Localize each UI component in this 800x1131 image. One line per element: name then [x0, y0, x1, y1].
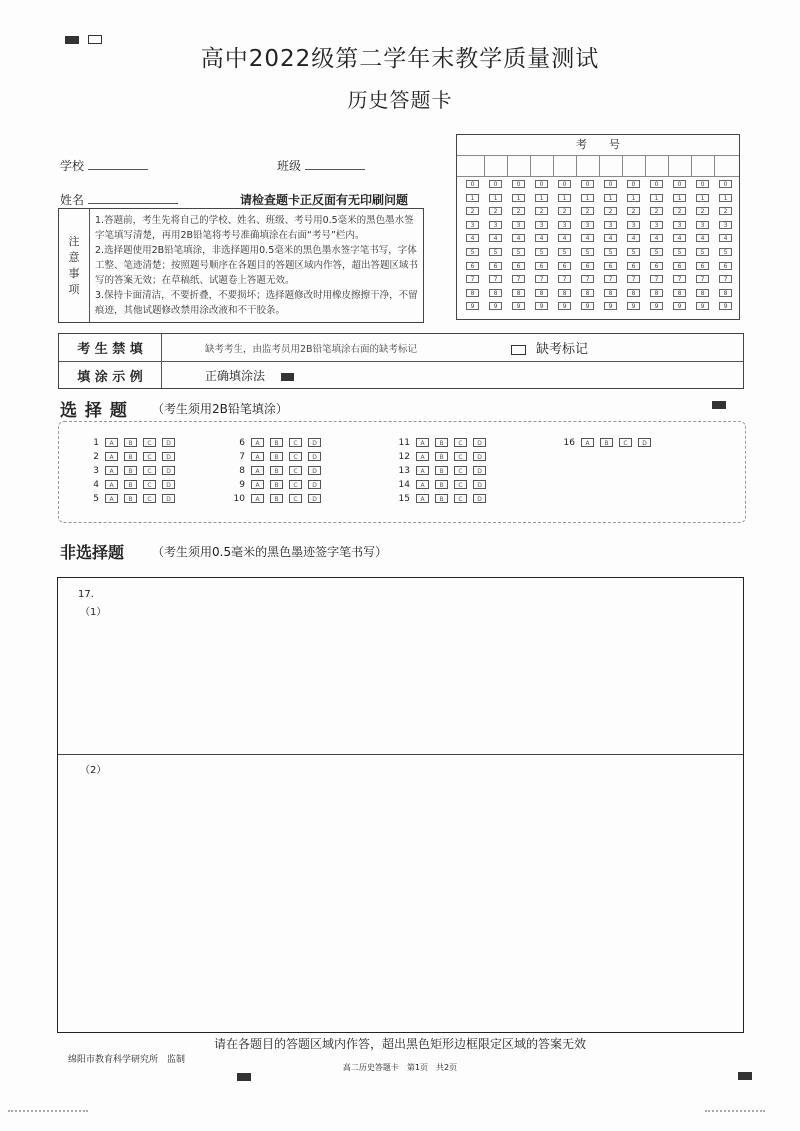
- choice-bubble-d[interactable]: D: [308, 452, 321, 461]
- exam-digit-bubble[interactable]: 7: [558, 275, 571, 283]
- exam-digit-bubble[interactable]: 0: [466, 180, 479, 188]
- exam-number-column-divider: [530, 155, 531, 176]
- exam-digit-bubble[interactable]: 1: [673, 194, 686, 202]
- exam-digit-bubble[interactable]: 0: [489, 180, 502, 188]
- exam-digit-bubble[interactable]: 0: [719, 180, 732, 188]
- exam-digit-bubble[interactable]: 2: [581, 207, 594, 215]
- choice-bubble-a[interactable]: A: [105, 480, 118, 489]
- class-label: 班级: [277, 159, 302, 173]
- choice-bubble-d[interactable]: D: [162, 452, 175, 461]
- question-number: 6: [239, 438, 245, 448]
- exam-digit-bubble[interactable]: 4: [558, 234, 571, 242]
- choice-bubble-d[interactable]: D: [308, 480, 321, 489]
- registration-mark-bottom-right: [738, 1072, 752, 1080]
- choice-bubble-a[interactable]: A: [251, 466, 264, 475]
- choice-bubble-c[interactable]: C: [454, 452, 467, 461]
- exam-digit-bubble[interactable]: 2: [466, 207, 479, 215]
- choice-bubble-a[interactable]: A: [416, 452, 429, 461]
- exam-digit-bubble[interactable]: 7: [604, 275, 617, 283]
- choice-bubble-d[interactable]: D: [308, 494, 321, 503]
- exam-digit-bubble[interactable]: 2: [558, 207, 571, 215]
- exam-digit-bubble[interactable]: 7: [466, 275, 479, 283]
- question-number: 11: [398, 438, 410, 448]
- exam-digit-bubble[interactable]: 3: [627, 221, 640, 229]
- choice-question-row: [83, 450, 181, 464]
- exam-digit-bubble[interactable]: 9: [512, 302, 525, 310]
- exam-digit-bubble[interactable]: 2: [673, 207, 686, 215]
- exam-digit-bubble[interactable]: 8: [673, 289, 686, 297]
- exam-digit-bubble[interactable]: 0: [673, 180, 686, 188]
- exam-digit-bubble[interactable]: 5: [581, 248, 594, 256]
- choice-area[interactable]: [58, 421, 746, 523]
- absent-mark-label: 缺考标记: [536, 342, 589, 357]
- choice-bubble-b[interactable]: B: [124, 438, 137, 447]
- question-number: 13: [398, 466, 410, 476]
- exam-digit-bubble[interactable]: 8: [512, 289, 525, 297]
- name-field[interactable]: [60, 191, 178, 208]
- exam-digit-bubble[interactable]: 9: [535, 302, 548, 310]
- exam-digit-bubble[interactable]: 7: [627, 275, 640, 283]
- exam-digit-bubble[interactable]: 4: [719, 234, 732, 242]
- choice-question-row: [394, 436, 492, 450]
- choice-bubble-b[interactable]: B: [600, 438, 613, 447]
- exam-digit-bubble[interactable]: 3: [581, 221, 594, 229]
- exam-number-column-divider: [484, 155, 485, 176]
- exam-digit-bubble[interactable]: 3: [719, 221, 732, 229]
- exam-digit-bubble[interactable]: 0: [604, 180, 617, 188]
- exam-digit-bubble[interactable]: 5: [627, 248, 640, 256]
- exam-digit-bubble[interactable]: 6: [673, 262, 686, 270]
- exam-digit-bubble[interactable]: 4: [581, 234, 594, 242]
- registration-mark-choice: [712, 401, 726, 409]
- filled-bubble-sample: [281, 373, 294, 381]
- fill-example-text: 正确填涂法: [205, 369, 266, 383]
- part-2-label: （2）: [80, 765, 107, 776]
- exam-digit-bubble[interactable]: 1: [627, 194, 640, 202]
- choice-question-row: [394, 450, 492, 464]
- choice-bubble-a[interactable]: A: [251, 494, 264, 503]
- page-subtitle: 历史答题卡: [347, 88, 453, 112]
- exam-digit-bubble[interactable]: 4: [489, 234, 502, 242]
- exam-digit-bubble[interactable]: 4: [512, 234, 525, 242]
- exam-number-label: 考 号: [457, 135, 739, 156]
- exam-digit-bubble[interactable]: 7: [650, 275, 663, 283]
- choice-bubble-c[interactable]: C: [143, 494, 156, 503]
- question-number: 14: [398, 480, 410, 490]
- choice-bubble-d[interactable]: D: [638, 438, 651, 447]
- exam-digit-bubble[interactable]: 5: [719, 248, 732, 256]
- school-label: 学校: [60, 159, 85, 173]
- exam-number-column-divider: [622, 155, 623, 176]
- notes-box: [58, 208, 424, 323]
- question-number: 12: [398, 452, 410, 462]
- exam-digit-bubble[interactable]: 3: [696, 221, 709, 229]
- exam-digit-bubble[interactable]: 6: [696, 262, 709, 270]
- choice-bubble-c[interactable]: C: [454, 438, 467, 447]
- choice-bubble-c[interactable]: C: [454, 494, 467, 503]
- choice-bubble-a[interactable]: A: [105, 452, 118, 461]
- choice-bubble-a[interactable]: A: [105, 494, 118, 503]
- notes-label: 注 意 事 项: [59, 209, 90, 322]
- choice-bubble-d[interactable]: D: [162, 438, 175, 447]
- absent-section: [58, 333, 744, 389]
- exam-digit-bubble[interactable]: 5: [673, 248, 686, 256]
- question-number: 2: [93, 452, 99, 462]
- choice-bubble-d[interactable]: D: [162, 480, 175, 489]
- exam-digit-bubble[interactable]: 6: [512, 262, 525, 270]
- exam-digit-bubble[interactable]: 1: [696, 194, 709, 202]
- exam-digit-bubble[interactable]: 1: [581, 194, 594, 202]
- exam-digit-bubble[interactable]: 7: [673, 275, 686, 283]
- question-number: 9: [239, 480, 245, 490]
- exam-digit-bubble[interactable]: 6: [581, 262, 594, 270]
- choice-bubble-a[interactable]: A: [416, 466, 429, 475]
- choice-bubble-b[interactable]: B: [435, 480, 448, 489]
- choice-bubble-a[interactable]: A: [416, 494, 429, 503]
- exam-digit-bubble[interactable]: 5: [604, 248, 617, 256]
- choice-bubble-c[interactable]: C: [143, 466, 156, 475]
- choice-question-row: [229, 436, 327, 450]
- exam-digit-bubble[interactable]: 1: [535, 194, 548, 202]
- fill-example: [205, 367, 294, 384]
- question-number: 8: [239, 466, 245, 476]
- exam-digit-bubble[interactable]: 6: [489, 262, 502, 270]
- choice-bubble-b[interactable]: B: [270, 438, 283, 447]
- choice-question-row: [83, 492, 181, 506]
- choice-bubble-b[interactable]: B: [270, 452, 283, 461]
- exam-digit-bubble[interactable]: 3: [535, 221, 548, 229]
- exam-digit-bubble[interactable]: 8: [627, 289, 640, 297]
- choice-bubble-b[interactable]: B: [124, 494, 137, 503]
- choice-bubble-d[interactable]: D: [473, 438, 486, 447]
- answer-area-1[interactable]: [58, 618, 743, 753]
- exam-digit-bubble[interactable]: 2: [650, 207, 663, 215]
- question-number: 7: [239, 452, 245, 462]
- choice-bubble-c[interactable]: C: [289, 466, 302, 475]
- choice-bubble-a[interactable]: A: [581, 438, 594, 447]
- exam-digit-bubble[interactable]: 0: [627, 180, 640, 188]
- exam-digit-bubble[interactable]: 0: [558, 180, 571, 188]
- exam-digit-bubble[interactable]: 0: [535, 180, 548, 188]
- exam-number-column-divider: [668, 155, 669, 176]
- exam-digit-bubble[interactable]: 2: [719, 207, 732, 215]
- choice-hint: （考生须用2B铅笔填涂）: [152, 402, 288, 416]
- exam-digit-bubble[interactable]: 1: [604, 194, 617, 202]
- question-number: 4: [93, 480, 99, 490]
- exam-number-grid[interactable]: [456, 134, 740, 320]
- exam-digit-bubble[interactable]: 4: [604, 234, 617, 242]
- choice-bubble-d[interactable]: D: [308, 466, 321, 475]
- exam-digit-bubble[interactable]: 9: [489, 302, 502, 310]
- part-1-label: （1）: [80, 607, 107, 618]
- exam-digit-bubble[interactable]: 3: [489, 221, 502, 229]
- registration-mark-bottom-left: [237, 1073, 251, 1081]
- choice-question-row: [394, 464, 492, 478]
- exam-digit-bubble[interactable]: 4: [466, 234, 479, 242]
- question-number: 15: [398, 494, 410, 504]
- exam-number-column-divider: [691, 155, 692, 176]
- exam-number-column-divider: [599, 155, 600, 176]
- exam-digit-bubble[interactable]: 9: [581, 302, 594, 310]
- choice-bubble-c[interactable]: C: [289, 480, 302, 489]
- question-number: 16: [563, 438, 575, 448]
- exam-digit-bubble[interactable]: 4: [627, 234, 640, 242]
- check-notice: 请检查题卡正反面有无印刷问题: [240, 193, 409, 207]
- choice-bubble-b[interactable]: B: [435, 452, 448, 461]
- choice-question-row: [229, 492, 327, 506]
- perforation-left: [8, 1110, 88, 1112]
- choice-bubble-b[interactable]: B: [435, 438, 448, 447]
- exam-digit-bubble[interactable]: 1: [558, 194, 571, 202]
- choice-bubble-b[interactable]: B: [270, 480, 283, 489]
- exam-digit-bubble[interactable]: 7: [696, 275, 709, 283]
- fill-example-label: 填 涂 示 例: [77, 370, 143, 385]
- exam-digit-bubble[interactable]: 2: [627, 207, 640, 215]
- choice-bubble-d[interactable]: D: [162, 466, 175, 475]
- exam-digit-bubble[interactable]: 3: [466, 221, 479, 229]
- choice-bubble-a[interactable]: A: [416, 480, 429, 489]
- exam-digit-bubble[interactable]: 4: [535, 234, 548, 242]
- exam-digit-bubble[interactable]: 9: [627, 302, 640, 310]
- exam-digit-bubble[interactable]: 3: [673, 221, 686, 229]
- exam-number-column-divider: [714, 155, 715, 176]
- exam-digit-bubble[interactable]: 9: [719, 302, 732, 310]
- choice-title: 选 择 题: [60, 401, 128, 421]
- choice-bubble-a[interactable]: A: [251, 452, 264, 461]
- question-number: 10: [233, 494, 245, 504]
- exam-digit-bubble[interactable]: 5: [466, 248, 479, 256]
- choice-bubble-b[interactable]: B: [435, 494, 448, 503]
- exam-digit-bubble[interactable]: 9: [466, 302, 479, 310]
- nonchoice-hint: （考生须用0.5毫米的黑色墨迹签字笔书写）: [152, 545, 388, 559]
- exam-digit-bubble[interactable]: 9: [696, 302, 709, 310]
- choice-bubble-a[interactable]: A: [105, 438, 118, 447]
- choice-question-row: [83, 436, 181, 450]
- exam-digit-bubble[interactable]: 3: [650, 221, 663, 229]
- choice-bubble-d[interactable]: D: [473, 452, 486, 461]
- choice-question-row: [83, 464, 181, 478]
- exam-digit-bubble[interactable]: 9: [558, 302, 571, 310]
- choice-bubble-b[interactable]: B: [435, 466, 448, 475]
- exam-digit-bubble[interactable]: 6: [558, 262, 571, 270]
- exam-digit-bubble[interactable]: 3: [512, 221, 525, 229]
- exam-digit-bubble[interactable]: 9: [604, 302, 617, 310]
- question-number: 5: [93, 494, 99, 504]
- exam-digit-bubble[interactable]: 6: [719, 262, 732, 270]
- choice-bubble-c[interactable]: C: [143, 480, 156, 489]
- exam-digit-bubble[interactable]: 2: [604, 207, 617, 215]
- exam-digit-bubble[interactable]: 6: [535, 262, 548, 270]
- exam-digit-bubble[interactable]: 8: [466, 289, 479, 297]
- exam-digit-bubble[interactable]: 5: [535, 248, 548, 256]
- nonchoice-title: 非选择题: [60, 543, 125, 562]
- exam-digit-bubble[interactable]: 7: [512, 275, 525, 283]
- exam-number-column-divider: [645, 155, 646, 176]
- footer-org: 绵阳市教育科学研究所 监制: [68, 1055, 186, 1065]
- exam-digit-bubble[interactable]: 8: [650, 289, 663, 297]
- exam-digit-bubble[interactable]: 5: [558, 248, 571, 256]
- choice-question-row: [394, 492, 492, 506]
- choice-bubble-b[interactable]: B: [270, 494, 283, 503]
- exam-digit-bubble[interactable]: 7: [581, 275, 594, 283]
- choice-bubble-c[interactable]: C: [619, 438, 632, 447]
- choice-bubble-a[interactable]: A: [251, 438, 264, 447]
- exam-digit-bubble[interactable]: 2: [535, 207, 548, 215]
- exam-digit-bubble[interactable]: 1: [466, 194, 479, 202]
- exam-digit-bubble[interactable]: 6: [627, 262, 640, 270]
- name-label: 姓名: [60, 193, 85, 207]
- exam-digit-bubble[interactable]: 2: [489, 207, 502, 215]
- choice-question-row: [229, 478, 327, 492]
- exam-digit-bubble[interactable]: 0: [696, 180, 709, 188]
- exam-number-column-divider: [507, 155, 508, 176]
- note-item: 2.选择题使用2B铅笔填涂，非选择题用0.5毫米的黑色墨水签字笔书写，字体工整、笔迹清楚；按照题号顺序在各题目的答题区域内作答，超出答题区域书写的答案无效；在草稿纸、试题卷上答题无效。: [95, 245, 419, 286]
- choice-bubble-a[interactable]: A: [416, 438, 429, 447]
- choice-bubble-d[interactable]: D: [473, 480, 486, 489]
- choice-question-row: [394, 478, 492, 492]
- exam-digit-bubble[interactable]: 8: [489, 289, 502, 297]
- exam-digit-bubble[interactable]: 0: [581, 180, 594, 188]
- exam-digit-bubble[interactable]: 2: [512, 207, 525, 215]
- answer-area-2[interactable]: [58, 776, 743, 1031]
- exam-digit-bubble[interactable]: 0: [650, 180, 663, 188]
- question-number: 3: [93, 466, 99, 476]
- exam-digit-bubble[interactable]: 8: [558, 289, 571, 297]
- choice-bubble-c[interactable]: C: [454, 480, 467, 489]
- perforation-right: [705, 1110, 765, 1112]
- school-field[interactable]: [60, 157, 148, 174]
- choice-bubble-d[interactable]: D: [162, 494, 175, 503]
- absent-mark[interactable]: [511, 338, 588, 357]
- exam-digit-bubble[interactable]: 5: [650, 248, 663, 256]
- exam-digit-bubble[interactable]: 4: [696, 234, 709, 242]
- exam-digit-bubble[interactable]: 3: [604, 221, 617, 229]
- exam-digit-bubble[interactable]: 4: [673, 234, 686, 242]
- choice-question-row: [229, 464, 327, 478]
- exam-digit-bubble[interactable]: 6: [650, 262, 663, 270]
- choice-bubble-d[interactable]: D: [473, 466, 486, 475]
- choice-bubble-b[interactable]: B: [124, 480, 137, 489]
- exam-digit-bubble[interactable]: 0: [512, 180, 525, 188]
- exam-digit-bubble[interactable]: 6: [466, 262, 479, 270]
- exam-digit-bubble[interactable]: 6: [604, 262, 617, 270]
- absent-checkbox[interactable]: [511, 345, 526, 355]
- choice-question-row: [229, 450, 327, 464]
- choice-bubble-c[interactable]: C: [289, 494, 302, 503]
- choice-bubble-c[interactable]: C: [289, 452, 302, 461]
- answer-box[interactable]: [57, 577, 744, 1033]
- choice-bubble-a[interactable]: A: [251, 480, 264, 489]
- exam-digit-bubble[interactable]: 1: [719, 194, 732, 202]
- choice-bubble-c[interactable]: C: [289, 438, 302, 447]
- exam-digit-bubble[interactable]: 5: [489, 248, 502, 256]
- choice-question-row: [83, 478, 181, 492]
- exam-digit-bubble[interactable]: 8: [604, 289, 617, 297]
- exam-digit-bubble[interactable]: 8: [719, 289, 732, 297]
- footer-warning: 请在各题目的答题区域内作答，超出黑色矩形边框限定区域的答案无效: [213, 1037, 586, 1051]
- exam-digit-bubble[interactable]: 1: [512, 194, 525, 202]
- choice-bubble-b[interactable]: B: [124, 466, 137, 475]
- exam-number-column-divider: [576, 155, 577, 176]
- absent-label: 考 生 禁 填: [77, 342, 143, 357]
- exam-digit-bubble[interactable]: 5: [696, 248, 709, 256]
- exam-digit-bubble[interactable]: 5: [512, 248, 525, 256]
- choice-bubble-a[interactable]: A: [105, 466, 118, 475]
- exam-digit-bubble[interactable]: 7: [719, 275, 732, 283]
- choice-question-row: [559, 436, 657, 450]
- page-title: 高中2022级第二学年末教学质量测试: [200, 46, 600, 72]
- choice-bubble-b[interactable]: B: [124, 452, 137, 461]
- choice-bubble-d[interactable]: D: [308, 438, 321, 447]
- class-field[interactable]: [277, 157, 365, 174]
- choice-bubble-c[interactable]: C: [143, 452, 156, 461]
- absent-text: 缺考考生，由监考员用2B铅笔填涂右面的缺考标记: [205, 344, 418, 355]
- exam-digit-bubble[interactable]: 3: [558, 221, 571, 229]
- choice-bubble-c[interactable]: C: [454, 466, 467, 475]
- notes-text: [95, 213, 420, 318]
- exam-digit-bubble[interactable]: 2: [696, 207, 709, 215]
- exam-digit-bubble[interactable]: 8: [535, 289, 548, 297]
- exam-number-column-divider: [553, 155, 554, 176]
- note-item: 3.保持卡面清洁，不要折叠，不要损坏；选择题修改时用橡皮擦擦干净，不留痕迹，其他试题修改禁用涂改液和不干胶条。: [95, 290, 418, 316]
- choice-bubble-b[interactable]: B: [270, 466, 283, 475]
- footer-page-info: 高二历史答题卡 第1页 共2页: [342, 1063, 458, 1072]
- exam-digit-bubble[interactable]: 9: [673, 302, 686, 310]
- choice-bubble-c[interactable]: C: [143, 438, 156, 447]
- exam-digit-bubble[interactable]: 8: [696, 289, 709, 297]
- exam-digit-bubble[interactable]: 8: [581, 289, 594, 297]
- exam-digit-bubble[interactable]: 7: [535, 275, 548, 283]
- exam-digit-bubble[interactable]: 1: [489, 194, 502, 202]
- question-number: 1: [93, 438, 99, 448]
- exam-digit-bubble[interactable]: 9: [650, 302, 663, 310]
- exam-digit-bubble[interactable]: 7: [489, 275, 502, 283]
- exam-digit-bubble[interactable]: 1: [650, 194, 663, 202]
- note-item: 1.答题前，考生先将自己的学校、姓名、班级、考号用0.5毫米的黑色墨水签字笔填写清楚，再用2B铅笔将考号准确填涂在右面“考号”栏内。: [95, 215, 414, 241]
- choice-bubble-d[interactable]: D: [473, 494, 486, 503]
- exam-digit-bubble[interactable]: 4: [650, 234, 663, 242]
- question-number: 17.: [78, 589, 94, 600]
